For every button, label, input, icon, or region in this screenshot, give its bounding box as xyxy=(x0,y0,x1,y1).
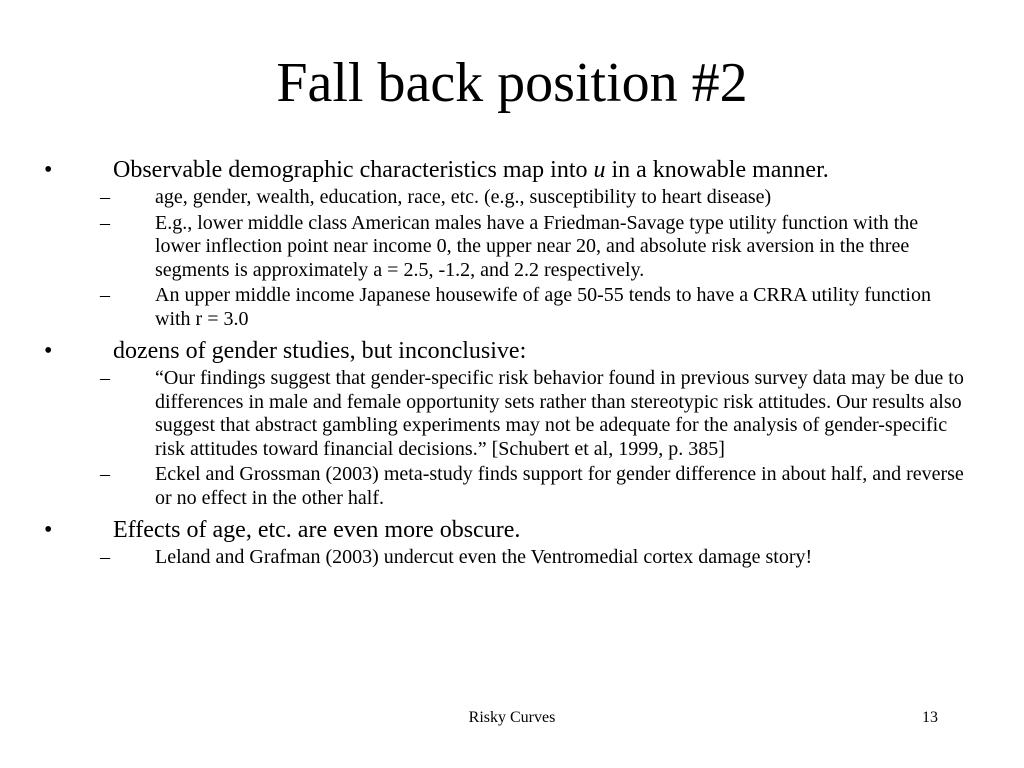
dash-icon: – xyxy=(100,463,110,485)
sub-bullet-item xyxy=(0,546,1024,570)
sub-bullet-item xyxy=(0,212,1024,283)
sub-bullet-item xyxy=(0,463,1024,510)
bullet-text: dozens of gender studies, but inconclusive: xyxy=(113,338,527,364)
utility-symbol: u xyxy=(593,157,606,183)
sub-bullet-text: “Our findings suggest that gender-specific risk behavior found in previous survey data may be due to differences in male and female opportunity sets rather than stereotypic risk attitudes. Our results also suggest that abstract gambling experiments may not be adequate for the analysis of gender-specific risk attitudes toward financial decisions.” [Schubert et al, 1999, p. 385] xyxy=(155,367,964,460)
bullet-icon: • xyxy=(44,517,53,543)
sub-bullet-text: age, gender, wealth, education, race, etc. (e.g., susceptibility to heart disease) xyxy=(155,186,772,208)
dash-icon: – xyxy=(100,284,110,306)
bullet-text: Effects of age, etc. are even more obscure. xyxy=(113,517,521,543)
sub-bullet-item xyxy=(0,367,1024,461)
page-number: 13 xyxy=(922,709,938,726)
dash-icon: – xyxy=(100,546,110,568)
sub-bullet-item xyxy=(0,284,1024,331)
slide-title: Fall back position #2 xyxy=(276,52,748,114)
bullet-icon: • xyxy=(44,157,53,183)
sub-bullet-item xyxy=(0,186,1024,210)
sub-bullet-text: Eckel and Grossman (2003) meta-study finds support for gender difference in about half, and reverse or no effect in the other half. xyxy=(155,463,964,509)
sub-bullet-text: Leland and Grafman (2003) undercut even the Ventromedial cortex damage story! xyxy=(155,546,813,568)
bullet-text-part: in a knowable manner. xyxy=(605,157,829,183)
sub-bullet-text: An upper middle income Japanese housewife of age 50-55 tends to have a CRRA utility function with r = 3.0 xyxy=(155,284,931,330)
bullet-icon: • xyxy=(44,338,53,364)
bullet-item xyxy=(0,337,1024,365)
dash-icon: – xyxy=(100,367,110,389)
dash-icon: – xyxy=(100,186,110,208)
bullet-text-part: Observable demographic characteristics map into xyxy=(113,157,594,183)
slide-body xyxy=(0,150,1024,570)
dash-icon: – xyxy=(100,211,110,234)
bullet-item xyxy=(0,516,1024,544)
bullet-text xyxy=(113,157,829,183)
footer-title: Risky Curves xyxy=(468,709,556,726)
sub-bullet-text: E.g., lower middle class American males have a Friedman-Savage type utility function with the lower inflection point near income 0, the upper near 20, and absolute risk aversion in the three segments is approximately a = 2.5, -1.2, and 2.2 respectively. xyxy=(155,211,919,281)
bullet-item xyxy=(0,156,1024,184)
